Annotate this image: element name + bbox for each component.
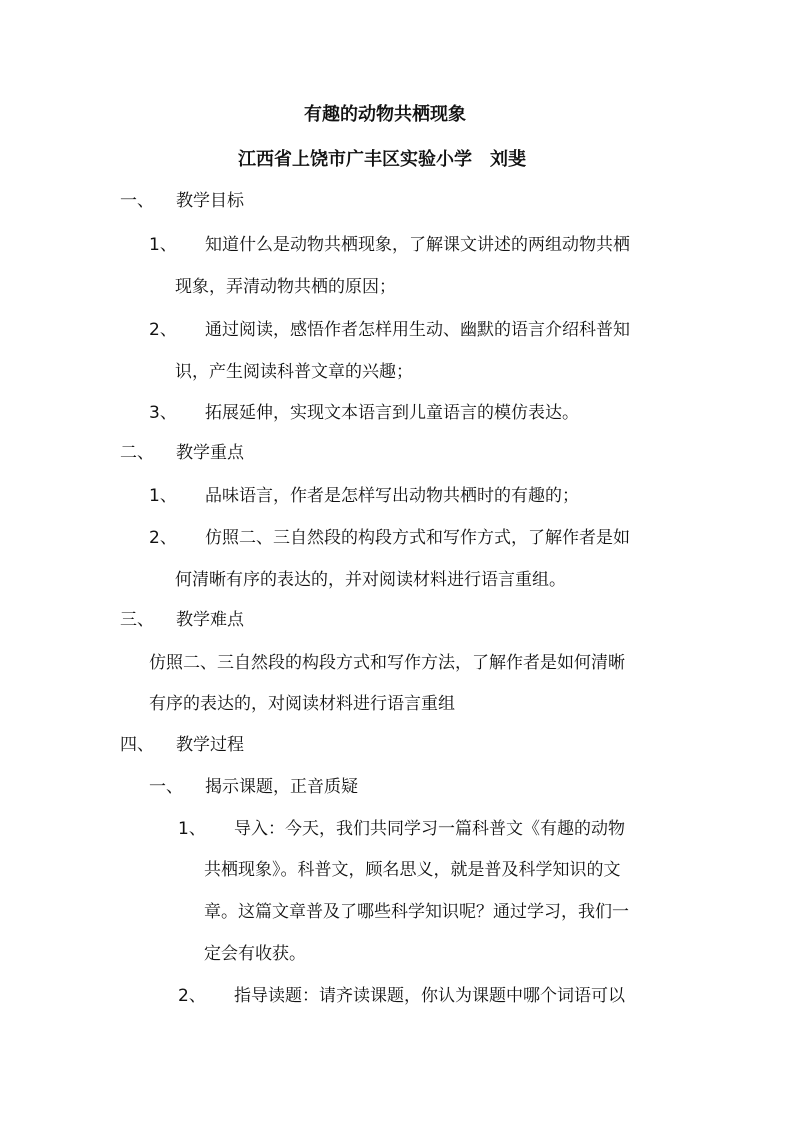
item-number: 2、 <box>149 320 177 340</box>
section-number: 四、 <box>120 735 154 755</box>
paragraph-line: 章。这篇文章普及了哪些科学知识呢？通过学习，我们一 <box>204 902 629 922</box>
item-number: 1、 <box>149 486 177 506</box>
paragraph-line: 指导读题：请齐读课题，你认为课题中哪个词语可以 <box>234 986 625 1006</box>
paragraph-line: 仿照二、三自然段的构段方式和写作方法，了解作者是如何清晰 <box>149 653 625 673</box>
paragraph-line: 何清晰有序的表达的，并对阅读材料进行语言重组。 <box>175 570 566 590</box>
subsection-number: 一、 <box>149 777 183 797</box>
section-heading: 教学目标 <box>176 191 244 211</box>
paragraph-line: 导入：今天，我们共同学习一篇科普文《有趣的动物 <box>234 819 625 839</box>
item-number: 1、 <box>178 819 206 839</box>
paragraph-line: 拓展延伸，实现文本语言到儿童语言的模仿表达。 <box>205 403 579 423</box>
paragraph-line: 品味语言，作者是怎样写出动物共栖时的有趣的； <box>205 486 579 506</box>
item-number: 2、 <box>178 986 206 1006</box>
item-number: 3、 <box>149 403 177 423</box>
section-heading: 教学重点 <box>176 443 244 463</box>
subsection-heading: 揭示课题，正音质疑 <box>205 777 358 797</box>
author-line: 江西省上饶市广丰区实验小学 刘斐 <box>238 149 526 170</box>
item-number: 1、 <box>149 235 177 255</box>
document-title: 有趣的动物共栖现象 <box>304 104 466 125</box>
paragraph-line: 识，产生阅读科普文章的兴趣； <box>175 362 413 382</box>
item-number: 2、 <box>149 528 177 548</box>
section-number: 一、 <box>120 191 154 211</box>
section-number: 二、 <box>120 443 154 463</box>
paragraph-line: 定会有收获。 <box>204 944 306 964</box>
paragraph-line: 通过阅读，感悟作者怎样用生动、幽默的语言介绍科普知 <box>205 320 630 340</box>
section-number: 三、 <box>120 610 154 630</box>
paragraph-line: 现象，弄清动物共栖的原因； <box>175 277 396 297</box>
paragraph-line: 有序的表达的，对阅读材料进行语言重组 <box>149 694 455 714</box>
section-heading: 教学难点 <box>176 610 244 630</box>
paragraph-line: 仿照二、三自然段的构段方式和写作方式，了解作者是如 <box>205 528 630 548</box>
paragraph-line: 共栖现象》。科普文，顾名思义，就是普及科学知识的文 <box>204 860 621 880</box>
paragraph-line: 知道什么是动物共栖现象，了解课文讲述的两组动物共栖 <box>205 235 630 255</box>
section-heading: 教学过程 <box>176 735 244 755</box>
